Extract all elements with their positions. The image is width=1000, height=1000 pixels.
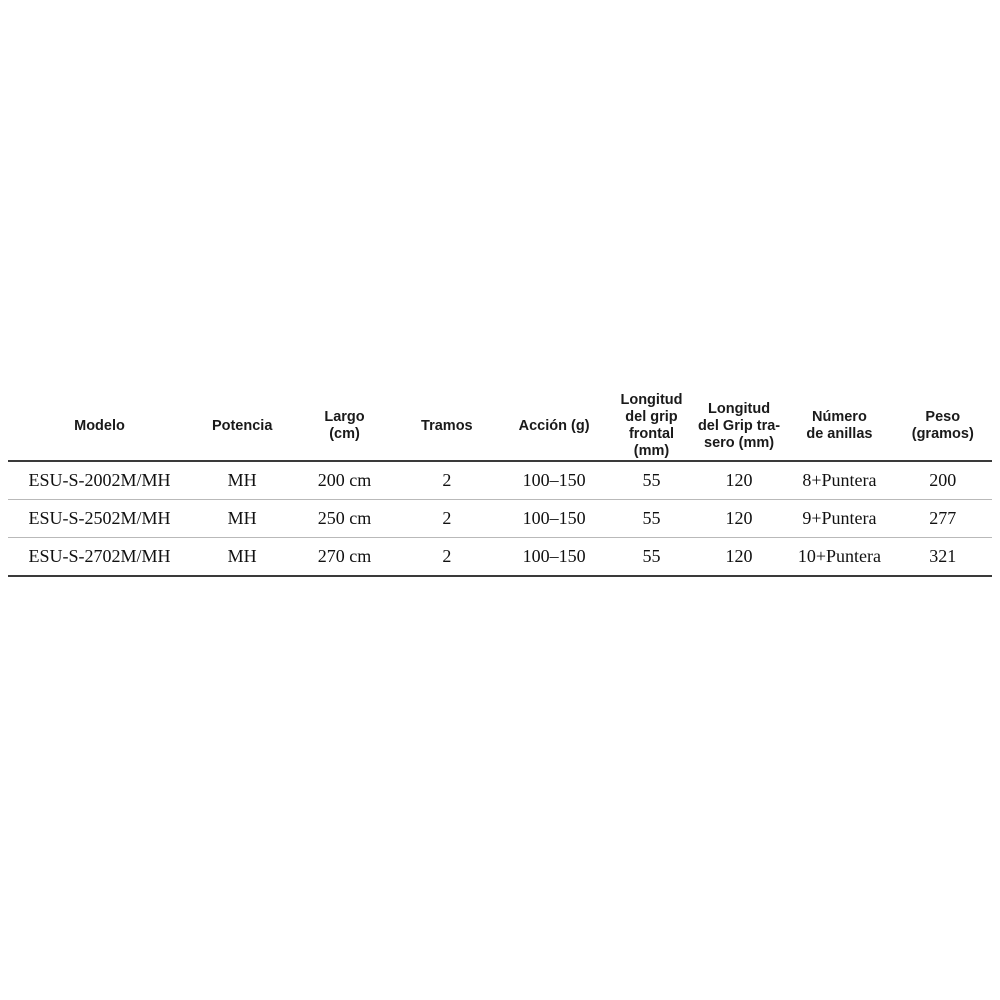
column-header-grip-trasero-line-2: del Grip tra- bbox=[697, 417, 781, 434]
column-header-numero-anillas-line-1: Número bbox=[812, 409, 867, 426]
column-header-accion bbox=[498, 392, 610, 461]
column-header-modelo-line-1: Modelo bbox=[74, 417, 125, 434]
column-header-grip-trasero bbox=[693, 392, 785, 461]
table-row bbox=[8, 461, 992, 500]
cell-numero-anillas: 8+Puntera bbox=[802, 470, 877, 491]
column-header-accion-line-1: Acción (g) bbox=[518, 417, 590, 434]
column-header-largo bbox=[293, 392, 395, 461]
cell-potencia: MH bbox=[227, 470, 257, 491]
table-row bbox=[8, 538, 992, 577]
cell-peso: 321 bbox=[929, 546, 957, 567]
cell-accion: 100–150 bbox=[522, 546, 586, 567]
column-header-grip-trasero-line-1: Longitud bbox=[708, 400, 771, 417]
column-header-tramos-line-1: Tramos bbox=[421, 417, 473, 434]
cell-grip-frontal: 55 bbox=[642, 546, 661, 567]
column-header-numero-anillas bbox=[785, 392, 893, 461]
column-header-peso bbox=[894, 392, 992, 461]
column-header-grip-frontal-line-3: frontal bbox=[628, 426, 675, 443]
cell-grip-trasero: 120 bbox=[725, 508, 753, 529]
column-header-grip-trasero-line-3: sero (mm) bbox=[704, 434, 775, 451]
cell-modelo: ESU-S-2502M/MH bbox=[28, 508, 171, 529]
column-header-largo-line-2: (cm) bbox=[329, 426, 360, 443]
cell-potencia: MH bbox=[227, 546, 257, 567]
cell-largo: 270 cm bbox=[317, 546, 372, 567]
cell-numero-anillas: 9+Puntera bbox=[802, 508, 877, 529]
column-header-numero-anillas-line-2: de anillas bbox=[806, 426, 873, 443]
cell-modelo: ESU-S-2702M/MH bbox=[28, 546, 171, 567]
cell-grip-frontal: 55 bbox=[642, 508, 661, 529]
column-header-potencia bbox=[191, 392, 293, 461]
cell-peso: 200 bbox=[929, 470, 957, 491]
table-header-row bbox=[8, 392, 992, 461]
cell-grip-trasero: 120 bbox=[725, 546, 753, 567]
column-header-tramos bbox=[396, 392, 498, 461]
specifications-table-container bbox=[8, 392, 992, 577]
cell-tramos: 2 bbox=[442, 508, 452, 529]
cell-numero-anillas: 10+Puntera bbox=[797, 546, 881, 567]
cell-modelo: ESU-S-2002M/MH bbox=[28, 470, 171, 491]
table-header bbox=[8, 392, 992, 461]
cell-tramos: 2 bbox=[442, 546, 452, 567]
specifications-table bbox=[8, 392, 992, 577]
column-header-largo-line-1: Largo bbox=[324, 409, 365, 426]
cell-grip-trasero: 120 bbox=[725, 470, 753, 491]
column-header-grip-frontal-line-4: (mm) bbox=[633, 443, 670, 460]
cell-grip-frontal: 55 bbox=[642, 470, 661, 491]
cell-tramos: 2 bbox=[442, 470, 452, 491]
column-header-modelo bbox=[8, 392, 191, 461]
table-row bbox=[8, 500, 992, 538]
column-header-peso-line-1: Peso bbox=[925, 409, 961, 426]
cell-accion: 100–150 bbox=[522, 508, 586, 529]
cell-largo: 200 cm bbox=[317, 470, 372, 491]
cell-potencia: MH bbox=[227, 508, 257, 529]
column-header-potencia-line-1: Potencia bbox=[211, 417, 273, 434]
table-body bbox=[8, 461, 992, 576]
column-header-peso-line-2: (gramos) bbox=[911, 426, 974, 443]
column-header-grip-frontal-line-2: del grip bbox=[625, 409, 678, 426]
cell-accion: 100–150 bbox=[522, 470, 586, 491]
column-header-grip-frontal-line-1: Longitud bbox=[620, 392, 683, 408]
cell-peso: 277 bbox=[929, 508, 957, 529]
cell-largo: 250 cm bbox=[317, 508, 372, 529]
column-header-grip-frontal bbox=[610, 392, 693, 461]
